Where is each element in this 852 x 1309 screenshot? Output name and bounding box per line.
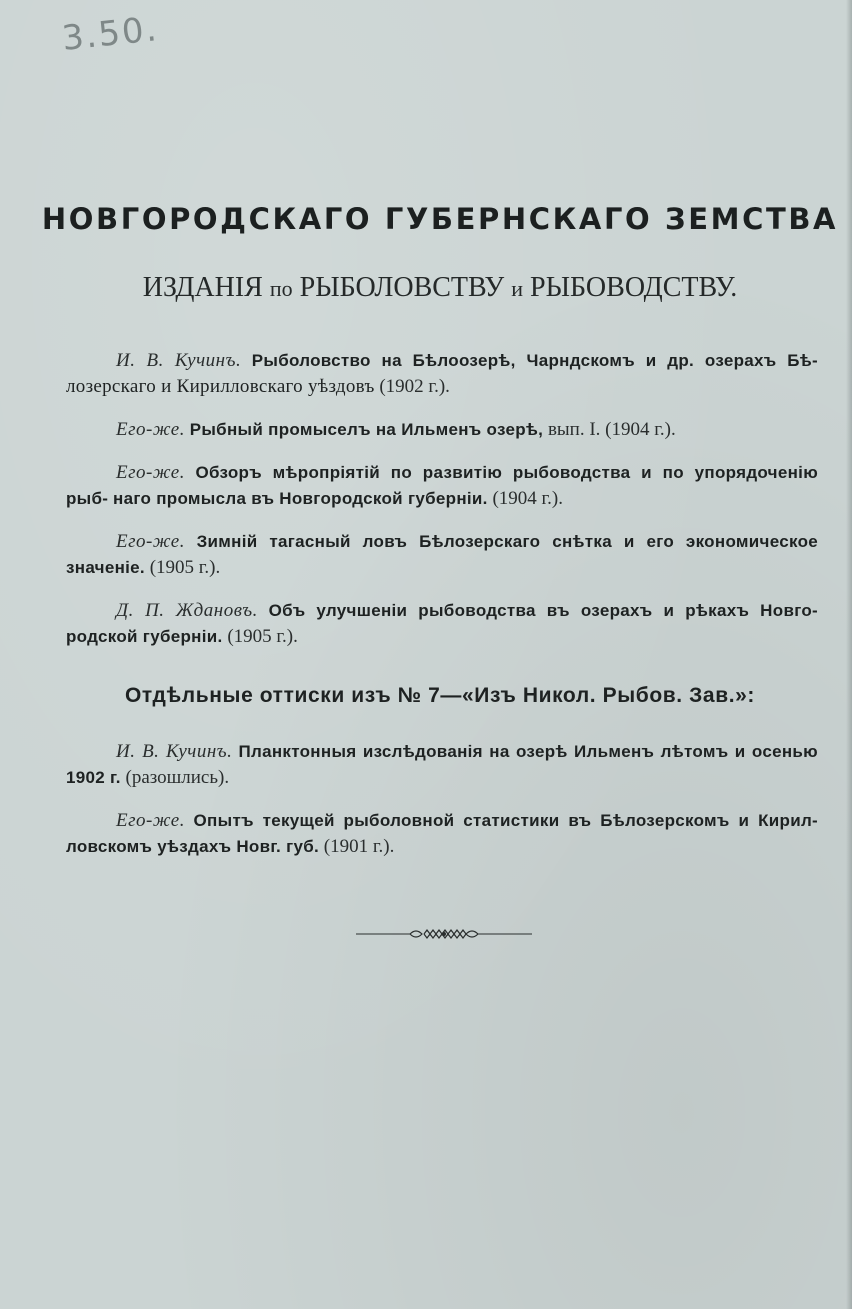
entry-author: Его-же. [116,419,185,440]
page-title: НОВГОРОДСКАГО ГУБЕРНСКАГО ЗЕМСТВА [41,202,839,236]
entry-author: Его-же. [116,531,185,552]
page-subtitle [40,272,840,304]
entry-year: вып. I. (1904 г.). [547,419,676,440]
subtitle-part-fish-farming: РЫБОВОДСТВУ. [530,272,738,303]
entry-author: И. В. Кучинъ. [116,741,233,762]
publication-entry [66,598,818,650]
publication-entry [66,348,818,400]
entry-title-continuation: значеніе. [66,558,145,577]
entry-title: Обзоръ мѣропріятій по развитію рыбоводства и по упорядоченію рыб- [66,463,819,508]
entry-author: Д. П. Ждановъ. [116,600,258,621]
subtitle-connector: по [269,276,293,301]
entry-author: Его-же. [116,810,185,831]
entry-title-continuation: лозерскаго и Кирилловскаго уѣздовъ [66,376,375,397]
entry-year: (разошлись). [125,767,230,788]
publication-entry [66,529,818,581]
entry-title: Планктонныя изслѣдованія на озерѣ Ильменъ лѣтомъ и осенью [238,742,818,761]
entry-title: Рыболовство на Бѣлоозерѣ, Чарндскомъ и др. озерахъ Бѣ- [251,351,818,370]
pencil-price-note: 3.50. [60,9,161,59]
publication-entry [66,417,818,443]
entry-title: Рыбный промыселъ на Ильменъ озерѣ, [189,420,544,439]
entry-title-continuation: родской губерніи. [66,627,223,646]
publication-entry [66,460,818,512]
entry-title-continuation: 1902 г. [66,768,121,787]
entry-year: (1904 г.). [492,488,563,509]
offprints-heading: Отдѣльные оттиски изъ № 7—«Изъ Никол. Рыбов. Зав.»: [124,684,756,707]
subtitle-part-fishing: РЫБОЛОВСТВУ [299,272,505,303]
entry-title-continuation: наго промысла въ Новгородской губерніи. [113,489,488,508]
entry-title: Опытъ текущей рыболовной статистики въ Бѣлозерскомъ и Кирил- [193,811,818,830]
entry-author: Его-же. [116,462,185,483]
entry-title: Объ улучшеніи рыбоводства въ озерахъ и рѣкахъ Новго- [268,601,818,620]
offprint-entry [66,739,818,791]
entry-year: (1901 г.). [323,836,395,857]
entry-year: (1905 г.). [149,557,221,578]
entry-year: (1902 г.). [379,376,450,397]
offprints-list [66,739,818,877]
page-edge-shadow [846,0,852,1309]
entry-author: И. В. Кучинъ. [116,350,242,371]
subtitle-part-publications: ИЗДАНІЯ [142,272,263,303]
offprint-entry [66,808,818,860]
ornament-divider [356,922,532,946]
publications-list [66,348,818,667]
subtitle-connector: и [511,276,524,301]
entry-title: Зимній тагасный ловъ Бѣлозерскаго снѣтка и его экономическое [196,532,819,551]
entry-title-continuation: ловскомъ уѣздахъ Новг. губ. [66,837,320,856]
entry-year: (1905 г.). [227,626,298,647]
